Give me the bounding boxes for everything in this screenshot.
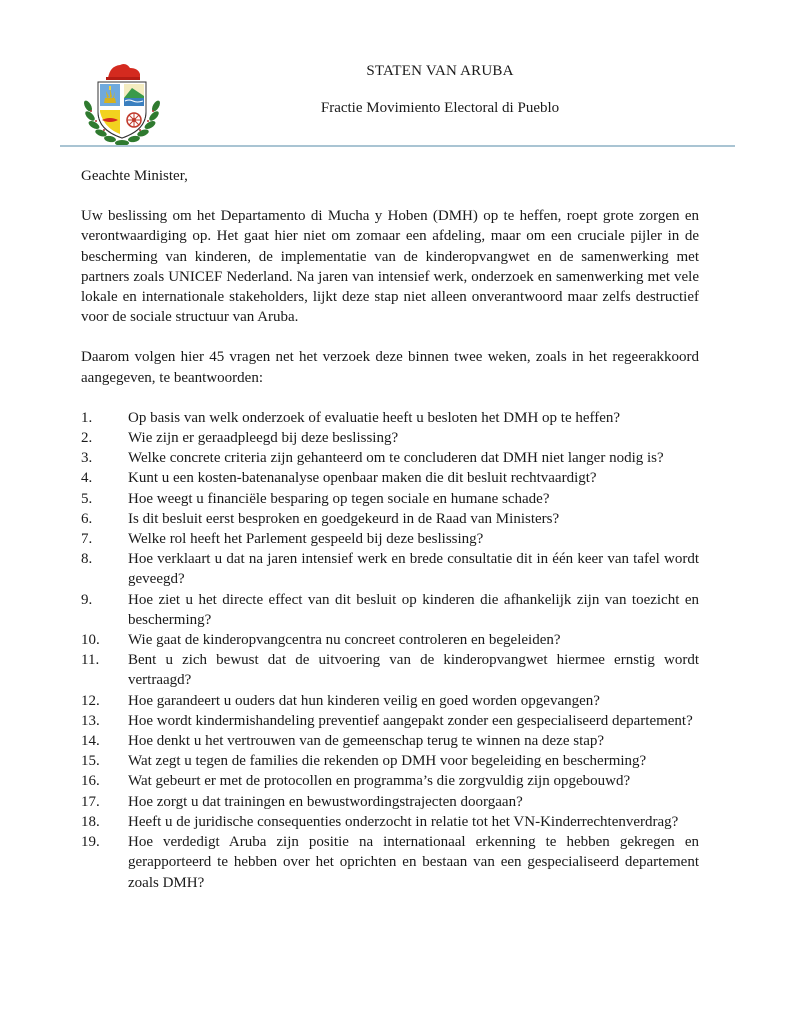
question-text: Welke rol heeft het Parlement gespeeld bij deze beslissing? <box>128 531 484 548</box>
question-text: Kunt u een kosten-batenanalyse openbaar maken die dit besluit rechtvaardigt? <box>128 470 597 487</box>
question-text: Bent u zich bewust dat de uitvoering van de kinderopvangwet hiermee ernstig wordt vertraagd? <box>128 652 699 689</box>
question-text: Heeft u de juridische consequenties onderzocht in relatie tot het VN-Kinderrechtenverdrag? <box>128 813 679 830</box>
question-text: Hoe verdedigt Aruba zijn positie na internationaal erkenning te hebben gekregen en gerapporteerd te hebben over het oprichten en bestaan van een gespecialiseerd departement zoals DMH? <box>128 834 699 891</box>
question-item <box>81 489 699 509</box>
letterhead <box>0 0 791 150</box>
question-number: 18. <box>81 813 100 830</box>
question-item <box>81 812 699 832</box>
intro-paragraph: Uw beslissing om het Departamento di Mucha y Hoben (DMH) op te heffen, roept grote zorgen en verontwaardiging op. Het gaat hier niet om zomaar een afdeling, maar om een cruciale pijler in de bescherming van kinderen, de implementatie van de kinderopvangwet en de samenwerking met partners zoals UNICEF Nederland. Na jaren van intensief werk, onderzoek en samenwerking met vele lokale en internationale stakeholders, lijkt deze stap niet alleen onverantwoord maar zelfs destructief voor de sociale structuur van Aruba. <box>81 208 699 326</box>
question-item <box>81 549 699 589</box>
question-text: Hoe weegt u financiële besparing op tegen sociale en humane schade? <box>128 490 550 507</box>
question-number: 11. <box>81 652 100 669</box>
question-item <box>81 650 699 690</box>
question-text: Welke concrete criteria zijn gehanteerd om te concluderen dat DMH niet langer nodig is? <box>128 450 664 467</box>
question-number: 12. <box>81 692 100 709</box>
question-text: Hoe verklaart u dat na jaren intensief werk en brede consultatie dit in één keer van tafel wordt geveegd? <box>128 551 699 588</box>
question-item <box>81 448 699 468</box>
question-item <box>81 731 699 751</box>
question-item <box>81 408 699 428</box>
question-number: 10. <box>81 632 100 649</box>
question-number: 16. <box>81 773 100 790</box>
question-text: Hoe zorgt u dat trainingen en bewustwordingstrajecten doorgaan? <box>128 793 523 810</box>
question-number: 4. <box>81 470 93 487</box>
question-item <box>81 590 699 630</box>
question-item <box>81 751 699 771</box>
letter-body <box>81 166 699 893</box>
question-item <box>81 468 699 488</box>
question-text: Op basis van welk onderzoek of evaluatie heeft u besloten het DMH op te heffen? <box>128 409 621 426</box>
question-number: 3. <box>81 450 93 467</box>
aruba-coat-of-arms-icon <box>82 60 162 148</box>
question-item <box>81 832 699 893</box>
question-item <box>81 691 699 711</box>
question-number: 8. <box>81 551 93 568</box>
questions-intro: Daarom volgen hier 45 vragen net het verzoek deze binnen twee weken, zoals in het regeerakkoord aangegeven, te beantwoorden: <box>81 349 699 386</box>
salutation: Geachte Minister, <box>81 168 188 184</box>
header-subtitle: Fractie Movimiento Electoral di Pueblo <box>320 100 560 116</box>
question-item <box>81 792 699 812</box>
question-number: 1. <box>81 409 93 426</box>
question-list <box>81 408 699 893</box>
question-item <box>81 428 699 448</box>
question-text: Hoe garandeert u ouders dat hun kinderen veilig en goed worden opgevangen? <box>128 692 600 709</box>
question-item <box>81 509 699 529</box>
header-divider <box>60 145 735 147</box>
question-text: Hoe denkt u het vertrouwen van de gemeenschap terug te winnen na deze stap? <box>128 733 605 750</box>
question-number: 19. <box>81 834 100 851</box>
question-number: 17. <box>81 793 100 810</box>
question-text: Hoe wordt kindermishandeling preventief aangepakt zonder een gespecialiseerd departement? <box>128 712 693 729</box>
question-number: 7. <box>81 531 93 548</box>
question-number: 14. <box>81 733 100 750</box>
header-title: STATEN VAN ARUBA <box>366 63 514 79</box>
question-number: 5. <box>81 490 93 507</box>
question-item <box>81 529 699 549</box>
question-text: Wat zegt u tegen de families die rekenden op DMH voor begeleiding en bescherming? <box>128 753 647 770</box>
question-number: 6. <box>81 510 93 527</box>
question-number: 13. <box>81 712 100 729</box>
question-item <box>81 771 699 791</box>
question-item <box>81 630 699 650</box>
question-text: Wat gebeurt er met de protocollen en programma’s die zorgvuldig zijn opgebouwd? <box>128 773 631 790</box>
question-number: 9. <box>81 591 93 608</box>
question-item <box>81 711 699 731</box>
question-text: Wie zijn er geraadpleegd bij deze beslissing? <box>128 430 399 447</box>
question-number: 15. <box>81 753 100 770</box>
question-number: 2. <box>81 430 93 447</box>
question-text: Is dit besluit eerst besproken en goedgekeurd in de Raad van Ministers? <box>128 510 560 527</box>
question-text: Wie gaat de kinderopvangcentra nu concreet controleren en begeleiden? <box>128 632 561 649</box>
question-text: Hoe ziet u het directe effect van dit besluit op kinderen die afhankelijk zijn van toezicht en bescherming? <box>128 591 699 628</box>
